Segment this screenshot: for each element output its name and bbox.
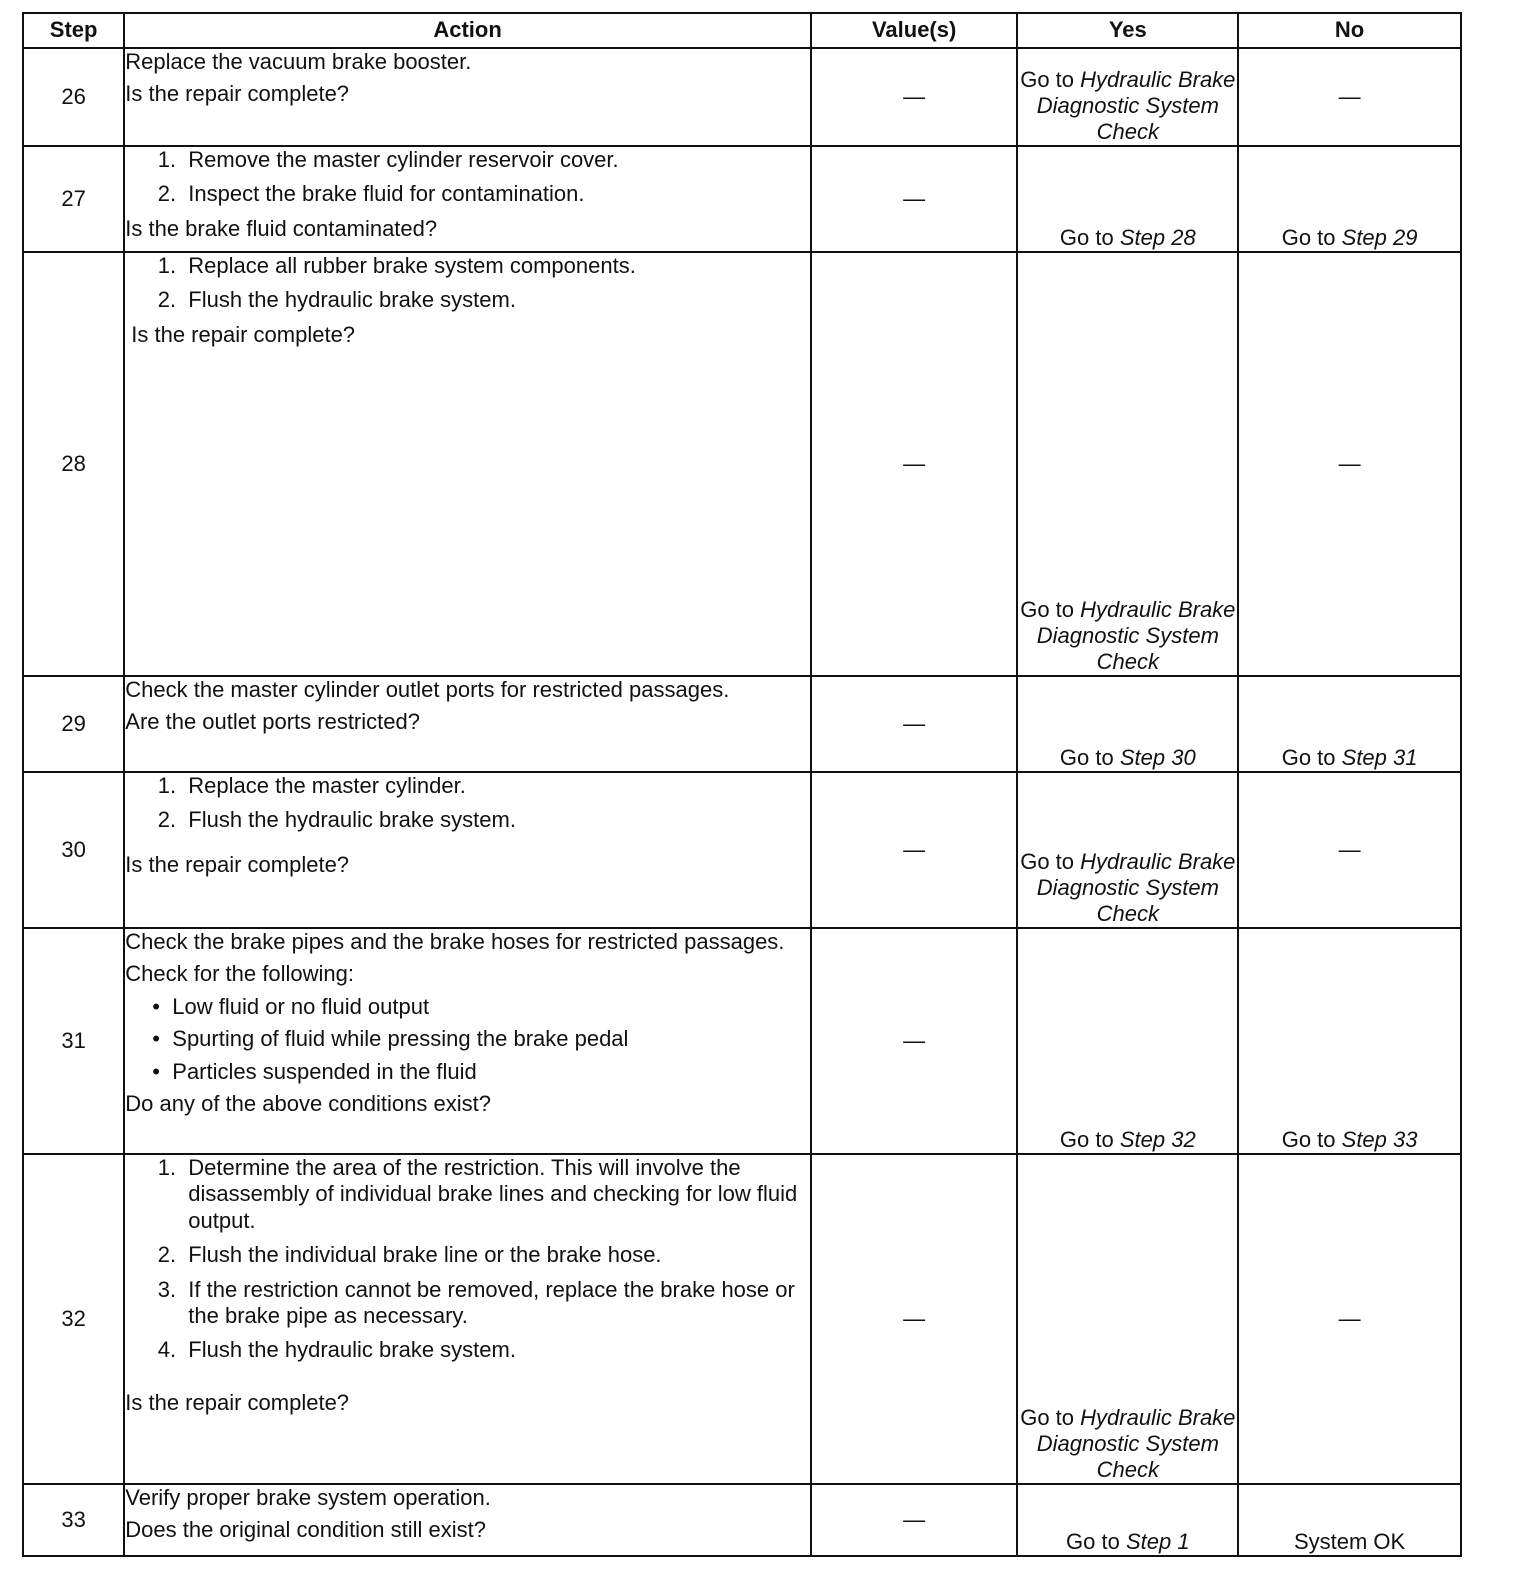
action-step-item: 2. Flush the hydraulic brake system. <box>182 807 810 833</box>
no-prefix: Go to <box>1281 225 1336 251</box>
step-number: 31 <box>23 928 124 1154</box>
no-target: — <box>1338 836 1361 862</box>
action-step-item: 2. Flush the hydraulic brake system. <box>182 287 810 313</box>
table-row <box>23 252 1461 676</box>
yes-target: Hydraulic Brake Diagnostic System Check <box>1036 597 1236 675</box>
diagnostic-table <box>22 12 1462 1557</box>
action-step-item: 2. Flush the individual brake line or the brake hose. <box>182 1242 810 1268</box>
step-number: 30 <box>23 772 124 928</box>
yes-prefix: Go to <box>1020 1405 1075 1431</box>
step-number: 29 <box>23 676 124 772</box>
step-number: 26 <box>23 48 124 146</box>
yes-prefix: Go to <box>1020 67 1075 93</box>
value-cell: — <box>811 1484 1018 1556</box>
yes-cell <box>1017 676 1238 772</box>
step-number: 33 <box>23 1484 124 1556</box>
value-cell: — <box>811 772 1018 928</box>
action-steps <box>125 147 810 208</box>
action-step-item: 1. Replace the master cylinder. <box>182 773 810 799</box>
action-intro: Check the brake pipes and the brake hoses for restricted passages. <box>125 929 785 954</box>
no-target: Step 31 <box>1341 745 1418 771</box>
list-item: • Low fluid or no fluid output <box>172 994 810 1020</box>
action-question: Is the repair complete? <box>131 321 356 347</box>
table-row <box>23 1154 1461 1484</box>
value-cell: — <box>811 146 1018 252</box>
action-steps <box>125 773 810 834</box>
yes-target: Hydraulic Brake Diagnostic System Check <box>1036 67 1236 145</box>
action-cell <box>124 928 811 1154</box>
yes-prefix: Go to <box>1066 1529 1120 1555</box>
yes-cell <box>1017 1154 1238 1484</box>
yes-prefix: Go to <box>1059 1127 1114 1153</box>
header-yes: Yes <box>1017 13 1238 48</box>
yes-target: Hydraulic Brake Diagnostic System Check <box>1036 1405 1236 1483</box>
condition-list <box>125 994 810 1085</box>
action-step-item: 4. Flush the hydraulic brake system. <box>182 1337 810 1363</box>
action-question: Is the repair complete? <box>125 851 350 877</box>
action-question: Does the original condition still exist? <box>125 1517 487 1543</box>
action-step-item: 1. Remove the master cylinder reservoir cover. <box>182 147 810 173</box>
action-step-item: 1. Determine the area of the restriction. This will involve the disassembly of individual brake lines and checking for low fluid output. <box>182 1155 810 1234</box>
value-cell: — <box>811 676 1018 772</box>
yes-prefix: Go to <box>1059 225 1114 251</box>
no-target: — <box>1338 83 1361 109</box>
action-intro: Check the master cylinder outlet ports for restricted passages. <box>125 677 730 702</box>
action-intro-secondary: Check for the following: <box>125 961 354 987</box>
no-cell <box>1238 48 1461 146</box>
yes-target: Hydraulic Brake Diagnostic System Check <box>1036 849 1236 927</box>
yes-target: Step 30 <box>1119 745 1196 771</box>
action-question: Is the repair complete? <box>125 81 350 107</box>
action-cell <box>124 146 811 252</box>
action-question: Is the repair complete? <box>125 1389 350 1415</box>
no-prefix: Go to <box>1281 1127 1336 1153</box>
action-intro: Replace the vacuum brake booster. <box>125 49 472 74</box>
yes-cell <box>1017 772 1238 928</box>
header-step: Step <box>23 13 124 48</box>
step-number: 32 <box>23 1154 124 1484</box>
table-row <box>23 146 1461 252</box>
yes-cell <box>1017 928 1238 1154</box>
value-cell: — <box>811 48 1018 146</box>
action-intro: Verify proper brake system operation. <box>125 1485 491 1510</box>
yes-cell <box>1017 48 1238 146</box>
no-cell <box>1238 252 1461 676</box>
header-no: No <box>1238 13 1461 48</box>
value-cell: — <box>811 252 1018 676</box>
yes-prefix: Go to <box>1020 849 1075 875</box>
no-target: — <box>1338 450 1361 476</box>
yes-prefix: Go to <box>1059 745 1114 771</box>
yes-target: Step 28 <box>1119 225 1196 251</box>
header-row <box>23 13 1461 48</box>
action-question: Is the brake fluid contaminated? <box>125 215 438 241</box>
yes-cell <box>1017 146 1238 252</box>
no-cell <box>1238 772 1461 928</box>
no-target: Step 33 <box>1341 1127 1418 1153</box>
action-cell <box>124 676 811 772</box>
value-cell: — <box>811 928 1018 1154</box>
action-step-item: 1. Replace all rubber brake system components. <box>182 253 810 279</box>
no-cell <box>1238 146 1461 252</box>
yes-cell <box>1017 1484 1238 1556</box>
table-row <box>23 772 1461 928</box>
no-target: Step 29 <box>1341 225 1418 251</box>
step-number: 27 <box>23 146 124 252</box>
header-action: Action <box>124 13 811 48</box>
step-number: 28 <box>23 252 124 676</box>
action-cell <box>124 252 811 676</box>
action-question: Do any of the above conditions exist? <box>125 1090 491 1116</box>
yes-target: Step 1 <box>1125 1529 1190 1555</box>
list-item: • Particles suspended in the fluid <box>172 1059 810 1085</box>
table-row <box>23 928 1461 1154</box>
table-row <box>23 1484 1461 1556</box>
action-step-item: 2. Inspect the brake fluid for contamination. <box>182 181 810 207</box>
value-cell: — <box>811 1154 1018 1484</box>
action-question: Are the outlet ports restricted? <box>125 709 420 735</box>
no-cell <box>1238 676 1461 772</box>
action-step-item: 3. If the restriction cannot be removed, replace the brake hose or the brake pipe as necessary. <box>182 1277 810 1330</box>
header-values: Value(s) <box>811 13 1018 48</box>
list-item: • Spurting of fluid while pressing the brake pedal <box>172 1026 810 1052</box>
yes-cell <box>1017 252 1238 676</box>
action-cell <box>124 48 811 146</box>
yes-prefix: Go to <box>1020 597 1075 623</box>
action-cell <box>124 772 811 928</box>
action-steps <box>125 1155 810 1364</box>
table-row <box>23 48 1461 146</box>
no-cell <box>1238 1484 1461 1556</box>
action-cell <box>124 1154 811 1484</box>
yes-target: Step 32 <box>1119 1127 1196 1153</box>
no-target: — <box>1338 1305 1361 1331</box>
no-prefix: Go to <box>1281 745 1336 771</box>
action-cell <box>124 1484 811 1556</box>
action-steps <box>125 253 810 314</box>
no-prefix: System OK <box>1293 1529 1406 1555</box>
no-cell <box>1238 928 1461 1154</box>
no-cell <box>1238 1154 1461 1484</box>
table-row <box>23 676 1461 772</box>
